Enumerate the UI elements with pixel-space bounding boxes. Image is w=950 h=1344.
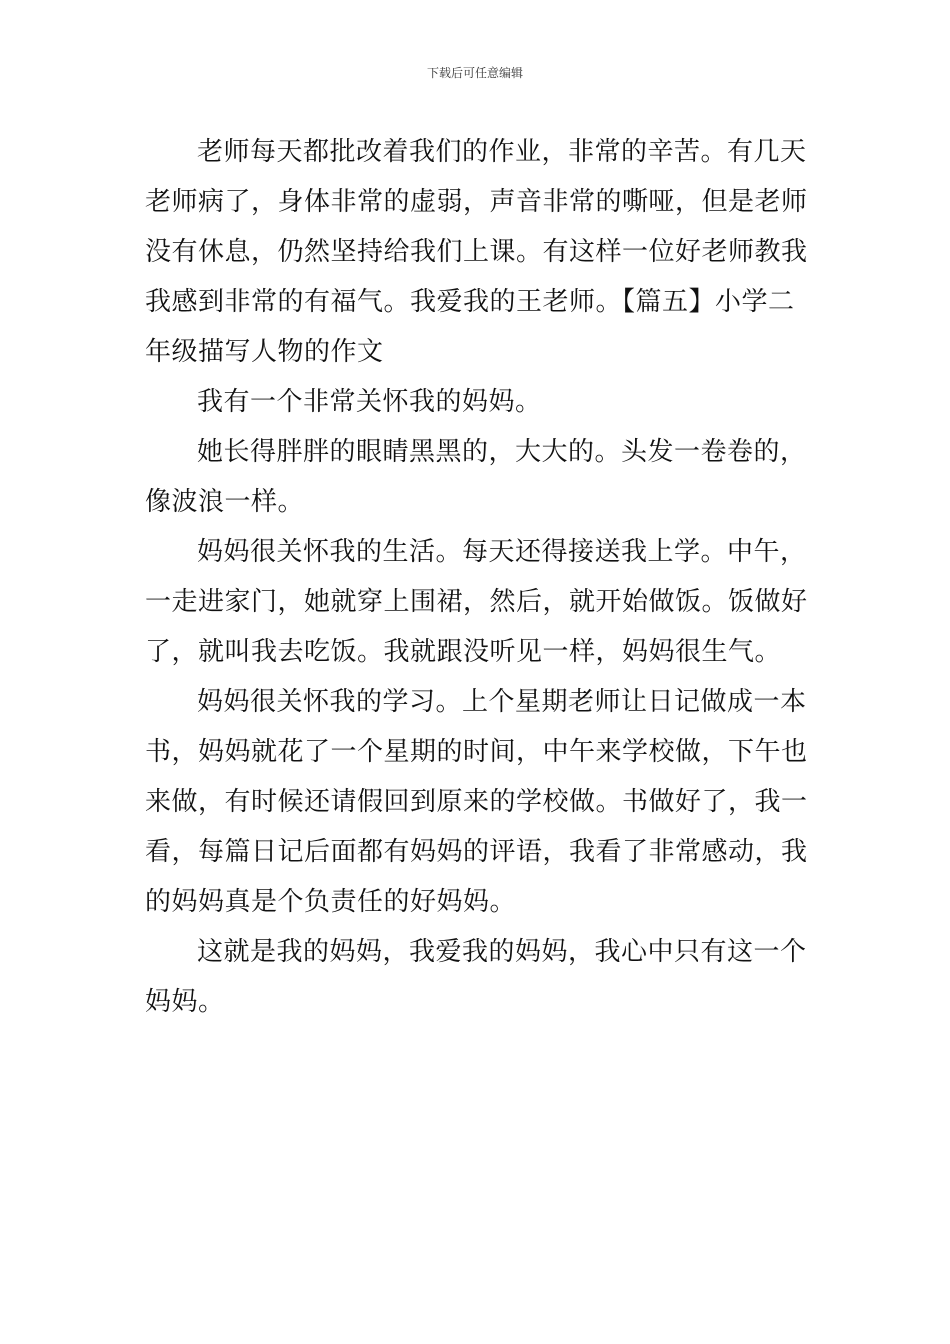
text-line: 妈妈很关怀我的生活。每天还得接送我上学。中午， <box>197 537 807 567</box>
text-line: 这就是我的妈妈，我爱我的妈妈，我心中只有这一个 <box>197 937 807 967</box>
text-line: 的妈妈真是个负责任的好妈妈。 <box>145 887 517 917</box>
text-line: 老师每天都批改着我们的作业，非常的辛苦。有几天 <box>197 137 807 167</box>
paragraph-life <box>145 527 810 677</box>
text-line: 看，每篇日记后面都有妈妈的评语，我看了非常感动，我 <box>145 837 808 867</box>
document-body <box>145 127 810 1027</box>
paragraph-appearance <box>145 427 810 527</box>
text-line: 她长得胖胖的眼睛黑黑的，大大的。头发一卷卷的， <box>197 437 807 467</box>
text-line: 妈妈很关怀我的学习。上个星期老师让日记做成一本 <box>197 687 807 717</box>
text-line: 妈妈。 <box>145 987 225 1017</box>
text-line: 我感到非常的有福气。我爱我的王老师。【篇五】小学二 <box>145 287 795 317</box>
text-line: 年级描写人物的作文 <box>145 337 384 367</box>
paragraph-conclusion <box>145 927 810 1027</box>
text-line: 来做，有时候还请假回到原来的学校做。书做好了，我一 <box>145 787 808 817</box>
text-line: 像波浪一样。 <box>145 487 305 517</box>
paragraph-intro <box>145 377 810 427</box>
text-line: 我有一个非常关怀我的妈妈。 <box>197 387 542 417</box>
text-line: 没有休息，仍然坚持给我们上课。有这样一位好老师教我 <box>145 237 808 267</box>
text-line: 一走进家门，她就穿上围裙，然后，就开始做饭。饭做好 <box>145 587 808 617</box>
paragraph-study <box>145 677 810 927</box>
page-header-note: 下载后可任意编辑 <box>426 66 523 80</box>
text-line: 了，就叫我去吃饭。我就跟没听见一样，妈妈很生气。 <box>145 637 782 667</box>
paragraph-teacher <box>145 127 810 377</box>
text-line: 书，妈妈就花了一个星期的时间，中午来学校做，下午也 <box>145 737 808 767</box>
text-line: 老师病了，身体非常的虚弱，声音非常的嘶哑，但是老师 <box>145 187 808 217</box>
